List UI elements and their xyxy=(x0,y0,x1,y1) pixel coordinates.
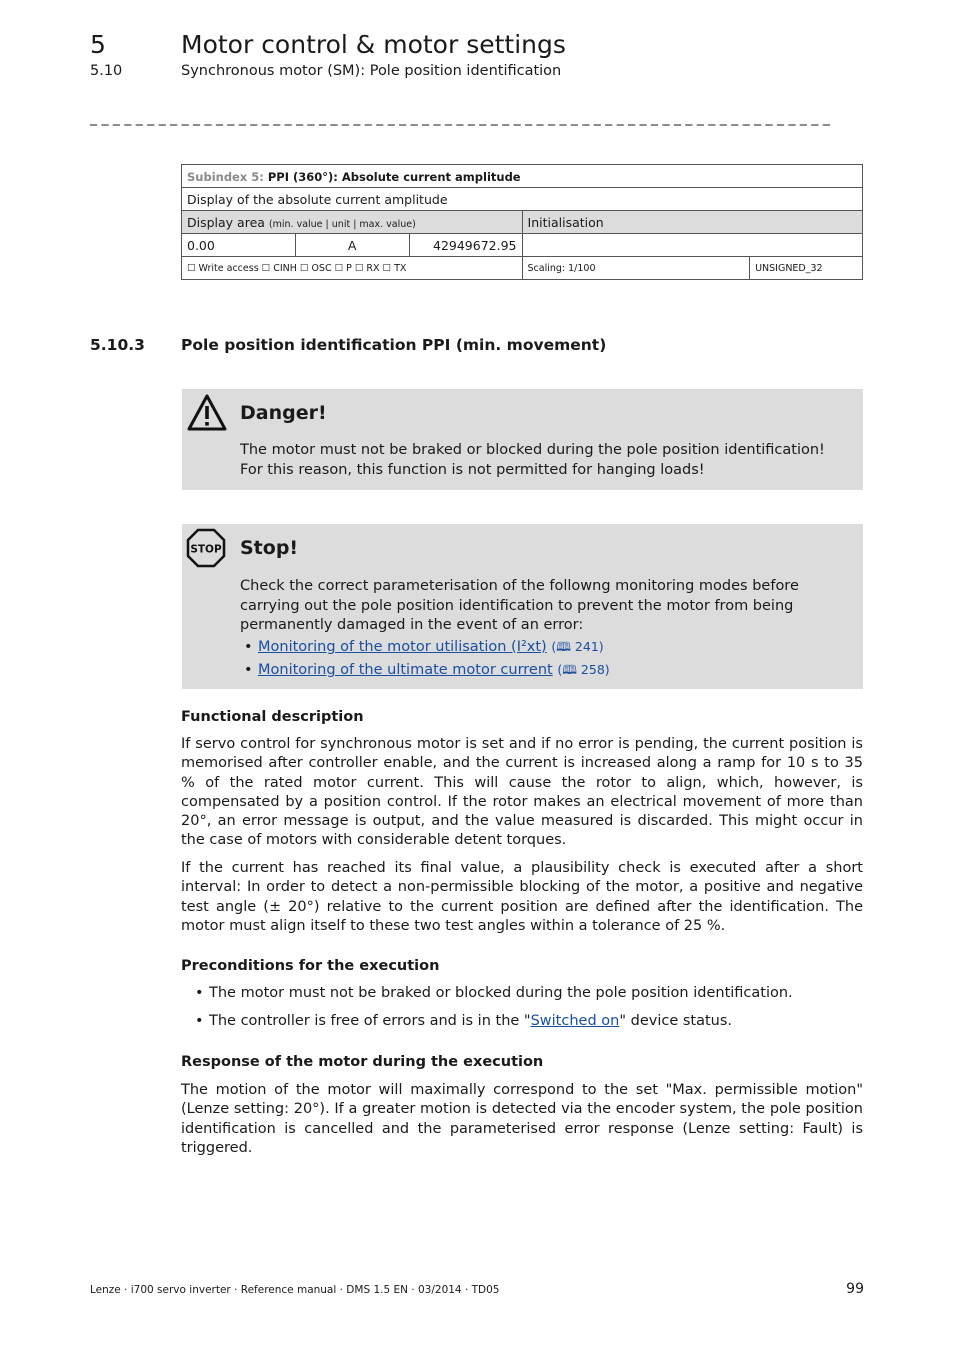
stop-link-list xyxy=(244,637,610,683)
functional-para-2: If the current has reached its final value, a plausibility check is executed after a short interval: In order to detect a non-permissible blocking of the motor, a positive and negative test angle (± 20°) relative to the current position are defined after the identification. The motor must align itself to these two test angles within a tolerance of 25 %. xyxy=(181,860,863,934)
scaling: Scaling: 1/100 xyxy=(522,257,750,280)
subsection-number: 5.10.3 xyxy=(90,336,145,354)
functional-para-1: If servo control for synchronous motor is set and if no error is pending, the current position is memorised after controller enable, and the current is increased along a ramp for 10 s to 35 % of the rated motor current. This will cause the rotor to align, which, however, is compensated by a position control. If the rotor makes an electrical movement of more than 20°, an error message is output, and the value measured is discarded. This might occur in the case of motors with considerable detent torques. xyxy=(181,736,863,849)
initialisation-value xyxy=(522,234,862,257)
section-number: 5.10 xyxy=(90,63,123,79)
ultimate-current-link[interactable]: Monitoring of the ultimate motor current xyxy=(258,662,553,678)
min-value: 0.00 xyxy=(182,234,296,257)
precondition-2-prefix: The controller is free of errors and is in the " xyxy=(209,1013,531,1029)
functional-heading: Functional description xyxy=(181,709,364,725)
subsection-title: Pole position identification PPI (min. movement) xyxy=(181,336,607,354)
header-separator: _ _ _ _ _ _ _ _ _ _ _ _ _ _ _ _ _ _ _ _ _ _ _ _ _ _ _ _ _ _ _ _ _ _ _ _ _ _ _ _ _ _ _ _ _ _ _ _ _ _ _ _ _ _ _ _ _ _ _ _ _ _ _ _ _ xyxy=(90,110,830,126)
danger-heading: Danger! xyxy=(240,402,327,424)
page-ref-link[interactable]: (🕮 258) xyxy=(557,662,610,677)
list-item: • Monitoring of the ultimate motor current (🕮 258) xyxy=(244,662,610,678)
chapter-title: Motor control & motor settings xyxy=(181,30,566,59)
list-item: • Monitoring of the motor utilisation (I²xt) (🕮 241) xyxy=(244,639,604,655)
stop-icon-text: STOP xyxy=(190,543,222,556)
list-item: • The controller is free of errors and is in the "Switched on" device status. xyxy=(195,1013,733,1029)
precondition-1: The motor must not be braked or blocked during the pole position identification. xyxy=(209,985,793,1001)
stop-text: Check the correct parameterisation of the followng monitoring modes before carrying out the pole position identification to prevent the motor from being permanently damaged in the event of an error: xyxy=(240,578,799,633)
danger-box xyxy=(182,389,863,490)
list-item: • The motor must not be braked or blocked during the pole position identification. xyxy=(195,985,793,1001)
motor-utilisation-link[interactable]: Monitoring of the motor utilisation (I²xt) xyxy=(258,639,547,655)
switched-on-link[interactable]: Switched on xyxy=(530,1013,620,1029)
subindex-title: PPI (360°): Absolute current amplitude xyxy=(267,169,521,184)
precondition-2-suffix: " device status. xyxy=(619,1013,733,1029)
access-flags: ☐ Write access ☐ CINH ☐ OSC ☐ P ☐ RX ☐ TX xyxy=(182,257,523,280)
stop-heading: Stop! xyxy=(240,537,299,559)
param-description: Display of the absolute current amplitude xyxy=(182,188,863,211)
subindex-header xyxy=(182,165,863,188)
display-area-hint: (min. value | unit | max. value) xyxy=(268,218,416,230)
footer-text: Lenze · i700 servo inverter · Reference manual · DMS 1.5 EN · 03/2014 · TD05 xyxy=(90,1284,500,1296)
unit-value: A xyxy=(295,234,409,257)
section-title: Synchronous motor (SM): Pole position identification xyxy=(181,63,562,79)
data-type: UNSIGNED_32 xyxy=(750,257,863,280)
stop-box xyxy=(182,524,863,689)
response-heading: Response of the motor during the execution xyxy=(181,1054,544,1070)
response-para: The motion of the motor will maximally correspond to the set "Max. permissible motion" (Lenze setting: 20°). If a greater motion is detected via the encoder system, the pole position identification is cancelled and the parameterised error response (Lenze setting: Fault) is triggered. xyxy=(181,1082,863,1156)
preconditions-heading: Preconditions for the execution xyxy=(181,958,440,974)
page-number: 99 xyxy=(846,1281,864,1297)
subindex-label: Subindex 5: xyxy=(187,169,264,184)
page-ref-link[interactable]: (🕮 241) xyxy=(551,639,604,654)
danger-text: The motor must not be braked or blocked during the pole position identification! For this reason, this function is not permitted for hanging loads! xyxy=(240,442,825,478)
warning-triangle-icon xyxy=(186,393,228,437)
display-area-label: Display area xyxy=(187,214,265,230)
initialisation-header: Initialisation xyxy=(522,211,862,234)
max-value: 42949672.95 xyxy=(409,234,522,257)
stop-sign-icon xyxy=(186,528,226,572)
chapter-number: 5 xyxy=(90,30,106,59)
parameter-table xyxy=(181,164,863,280)
display-area-header xyxy=(182,211,523,234)
